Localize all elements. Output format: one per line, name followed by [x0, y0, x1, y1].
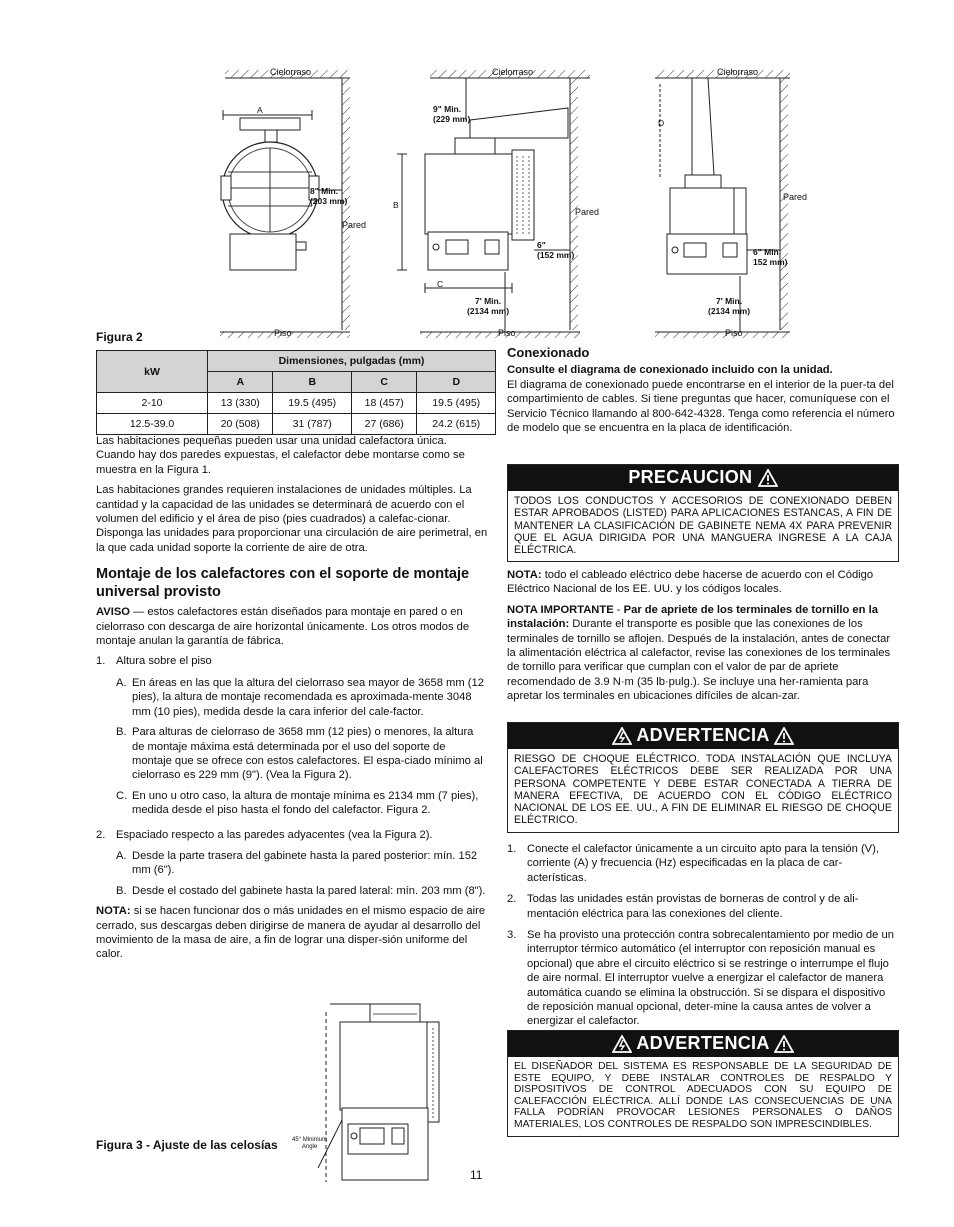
list-item: A. En áreas en las que la altura del cielorraso sea mayor de 3658 mm (12 pies), la altura de montaje recomendada es aproximada-mente 3048 mm (10 pies), medida desde la cara inferior del cale-factor.: [116, 676, 484, 718]
left-column: [96, 434, 488, 968]
advertencia-box-1: [507, 722, 899, 833]
precaucion-text: TODOS LOS CONDUCTOS Y ACCESORIOS DE CONEXIONADO DEBEN ESTAR APROBADOS (LISTED) PARA APLICACIONES ESTANCAS, A FIN DE MANTENER LA CLASIFICACIÓN DE GABINETE NEMA 4X PARA PREVENIR QUE EL AGUA DIRIGIDA POR UNA MANGUERA INGRESE A LA CAJA ELÉCTRICA.: [514, 495, 892, 557]
ceiling-label: Cielorraso: [270, 67, 312, 77]
conexionado-heading: Conexionado: [507, 345, 590, 360]
dimensions-table: [96, 350, 496, 435]
clearance-label: 7' Min. (2134 mm): [708, 296, 751, 316]
clearance-label: 6" (152 mm): [537, 240, 575, 260]
right-column-list: [507, 842, 899, 1036]
list-item: B. Para alturas de cielorraso de 3658 mm (12 pies) o menores, la altura de montaje máxima está determinada por el uso del soporte de montaje que se ofrece con estos calefactores. El espa-ciado mínimo al cielorraso es 229 mm (9"). (Vea la Figura 2).: [116, 726, 483, 782]
dim-d-label: D: [658, 118, 665, 128]
table-row: [97, 393, 496, 414]
table-row: [97, 414, 496, 435]
clearance-label: 7' Min. (2134 mm): [467, 296, 510, 316]
table-header-kw: kW: [97, 351, 208, 393]
ceiling-label: Cielorraso: [492, 67, 534, 77]
table-header: A: [208, 372, 273, 393]
figure-2: [80, 60, 880, 350]
warning-icon: [774, 1035, 794, 1053]
paragraph: Consulte el diagrama de conexionado incluido con la unidad.: [507, 364, 833, 377]
right-column-notes: [507, 568, 899, 710]
nota-paragraph: NOTA: si se hacen funcionar dos o más unidades en el mismo espacio de aire cerrado, sus descargas deben dirigirse de manera de ayudar al desarrollo del movimiento de la masa de aire, a fin de lograr una disper-sión uniforme del calor.: [96, 905, 486, 961]
paragraph: Las habitaciones pequeñas pueden usar una unidad calefactora única. Cuando hay dos paredes expuestas, el calefactor debe montarse como se muestra en la Figura 1.: [96, 435, 465, 476]
ceiling-label: Cielorraso: [717, 67, 759, 77]
figure-3-drawing: [290, 1000, 470, 1185]
wall-label: Pared: [342, 220, 367, 230]
list-item: 3. Se ha provisto una protección contra sobrecalentamiento por medio de un interruptor térmico automático (el interruptor con reposición manual es opcional) que abre el circuito eléctrico si se restringe o interrumpe el flujo de aire normal. El interruptor vuelve a energizar el calefactor de manera automática cuando se elimina la obstrucción. Si se dispara el dispositivo de reposición manual opcional, deter-mine la causa antes de volver a energizar el calefactor.: [507, 929, 894, 1028]
table-cell: 2-10: [97, 393, 208, 414]
table-header: B: [273, 372, 352, 393]
dimensions-table-container: [96, 350, 496, 435]
table-cell: 31 (787): [273, 414, 352, 435]
paragraph: Las habitaciones grandes requieren instalaciones de unidades múltiples. La cantidad y la capacidad de las unidades se determinará de acuerdo con el volumen del edificio y el área de piso (pies cuadrados) a calefac-cionar. Disponga las unidades para proporcionar una circulación de aire perimetral, en la que cada unidad soporte la corriente de aire de otra.: [96, 484, 488, 554]
table-cell: 13 (330): [208, 393, 273, 414]
wall-label: Pared: [575, 207, 600, 217]
dim-a-label: A: [257, 105, 263, 115]
table-cell: 27 (686): [351, 414, 416, 435]
figure-3-caption: Figura 3 - Ajuste de las celosías: [96, 1138, 278, 1152]
warning-icon: [774, 727, 794, 745]
table-cell: 12.5-39.0: [97, 414, 208, 435]
advertencia-box-2: [507, 1030, 899, 1137]
right-column: [507, 346, 899, 441]
paragraph: El diagrama de conexionado puede encontrarse en el interior de la puer-ta del compartimiento de cables. Si tiene preguntas que hacer, comuníquese con el Servicio Técnico llamando al 800-642-4328. Tenga como referencia el número de modelo que se encuentra en la placa de identificación.: [507, 378, 895, 435]
precaucion-header: PRECAUCION: [508, 465, 898, 491]
page-number: 11: [470, 1168, 483, 1182]
electric-warning-icon: [612, 1035, 632, 1053]
floor-label: Piso: [725, 328, 743, 338]
aviso-paragraph: AVISO — estos calefactores están diseñados para montaje en pared o en cielorraso con descarga de aire horizontal únicamente. Los otros modos de montaje anulan la garantía de fábrica.: [96, 606, 470, 648]
list-item: 1. Altura sobre el piso: [96, 655, 212, 668]
list-item: 2. Todas las unidades están provistas de borneras de control y de ali-mentación eléctrica para las conexiones del cliente.: [507, 893, 859, 920]
advertencia-text: RIESGO DE CHOQUE ELÉCTRICO. TODA INSTALACIÓN QUE INCLUYA CALEFACTORES ELÉCTRICOS DEBE SER REALIZADA POR UNA PERSONA COMPETENTE Y DEBE ESTAR CONECTADA A TIERRA DE MANERA EFECTIVA, DE ACUERDO CON EL CÓDIGO ELÉCTRICO NACIONAL DE LOS EE. UU., A FIN DE ELIMINAR EL RIESGO DE CHOQUE ELÉCTRICO.: [514, 753, 892, 827]
advertencia-text: EL DISEÑADOR DEL SISTEMA ES RESPONSABLE DE LA SEGURIDAD DE ESTE EQUIPO, Y DEBE INSTALAR CONTROLES DE RESPALDO Y DISPOSITIVOS DE CONTROL ADECUADOS CON SU EQUIPO DE CALEFACCIÓN ELÉCTRICA. ALLÍ DONDE LAS CONSECUENCIAS DE UNA FALLA PODRÍAN PROVOCAR LESIONES PERSONALES O DAÑOS MATERIALES, LOS CONTROLES DE RESPALDO SON IMPRESCINDIBLES.: [514, 1061, 892, 1130]
table-cell: 19.5 (495): [273, 393, 352, 414]
list-item: 1. Conecte el calefactor únicamente a un circuito apto para la tensión (V), corriente (A) y frecuencia (Hz) especificadas en la placa de car-acterísticas.: [507, 843, 879, 884]
clearance-label: 8" Min. (203 mm): [310, 186, 348, 206]
clearance-label: 6" Min. 152 mm): [753, 247, 788, 267]
electric-warning-icon: [612, 727, 632, 745]
wall-label: Pared: [783, 192, 808, 202]
nota-importante-paragraph: NOTA IMPORTANTE - Par de apriete de los terminales de tornillo en la instalación: Durante el transporte es posible que las conexiones de los terminales de tornillo se aflojen. Después de la instalación, antes de conectar la alimentación eléctrica al calefactor, revise las conexiones de los terminales de tornillo para verificar que cumplan con el valor de par de apriete recomendado de 3.9 N·m (35 lb·pulg.). Se incluye una her-ramienta para apretar los terminales en ubicaciones difíciles de alcan-zar.: [507, 603, 891, 703]
floor-label: Piso: [274, 328, 292, 338]
clearance-label: 9" Min. (229 mm): [433, 104, 471, 124]
angle-label: 45° Minimum Angle: [292, 1137, 328, 1150]
list-item: 2. Espaciado respecto a las paredes adyacentes (vea la Figura 2).: [96, 828, 433, 841]
table-cell: 18 (457): [351, 393, 416, 414]
section-heading: Montaje de los calefactores con el soporte de montaje universal provisto: [96, 566, 470, 601]
nota-paragraph: NOTA: todo el cableado eléctrico debe hacerse de acuerdo con el Código Eléctrico Nacional de los EE. UU. y los códigos locales.: [507, 569, 874, 596]
precaucion-box: [507, 464, 899, 562]
advertencia-header: ADVERTENCIA: [508, 1031, 898, 1057]
table-cell: 19.5 (495): [417, 393, 496, 414]
figure-2-caption: Figura 2: [96, 330, 143, 344]
floor-label: Piso: [498, 328, 516, 338]
advertencia-header: ADVERTENCIA: [508, 723, 898, 749]
table-header-group: Dimensiones, pulgadas (mm): [208, 351, 496, 372]
figure-3: [290, 1000, 470, 1185]
warning-icon: [758, 469, 778, 487]
table-cell: 24.2 (615): [417, 414, 496, 435]
table-cell: 20 (508): [208, 414, 273, 435]
table-header: C: [351, 372, 416, 393]
dim-b-label: B: [393, 200, 399, 210]
table-header: D: [417, 372, 496, 393]
list-item: C. En uno u otro caso, la altura de montaje mínima es 2134 mm (7 pies), medida desde el piso hasta el fondo del calefactor. Figura 2.: [116, 789, 479, 817]
list-item: A. Desde la parte trasera del gabinete hasta la pared posterior: mín. 152 mm (6").: [116, 849, 478, 877]
dim-c-label: C: [437, 279, 444, 289]
list-item: B. Desde el costado del gabinete hasta la pared lateral: mín. 203 mm (8").: [116, 884, 486, 897]
